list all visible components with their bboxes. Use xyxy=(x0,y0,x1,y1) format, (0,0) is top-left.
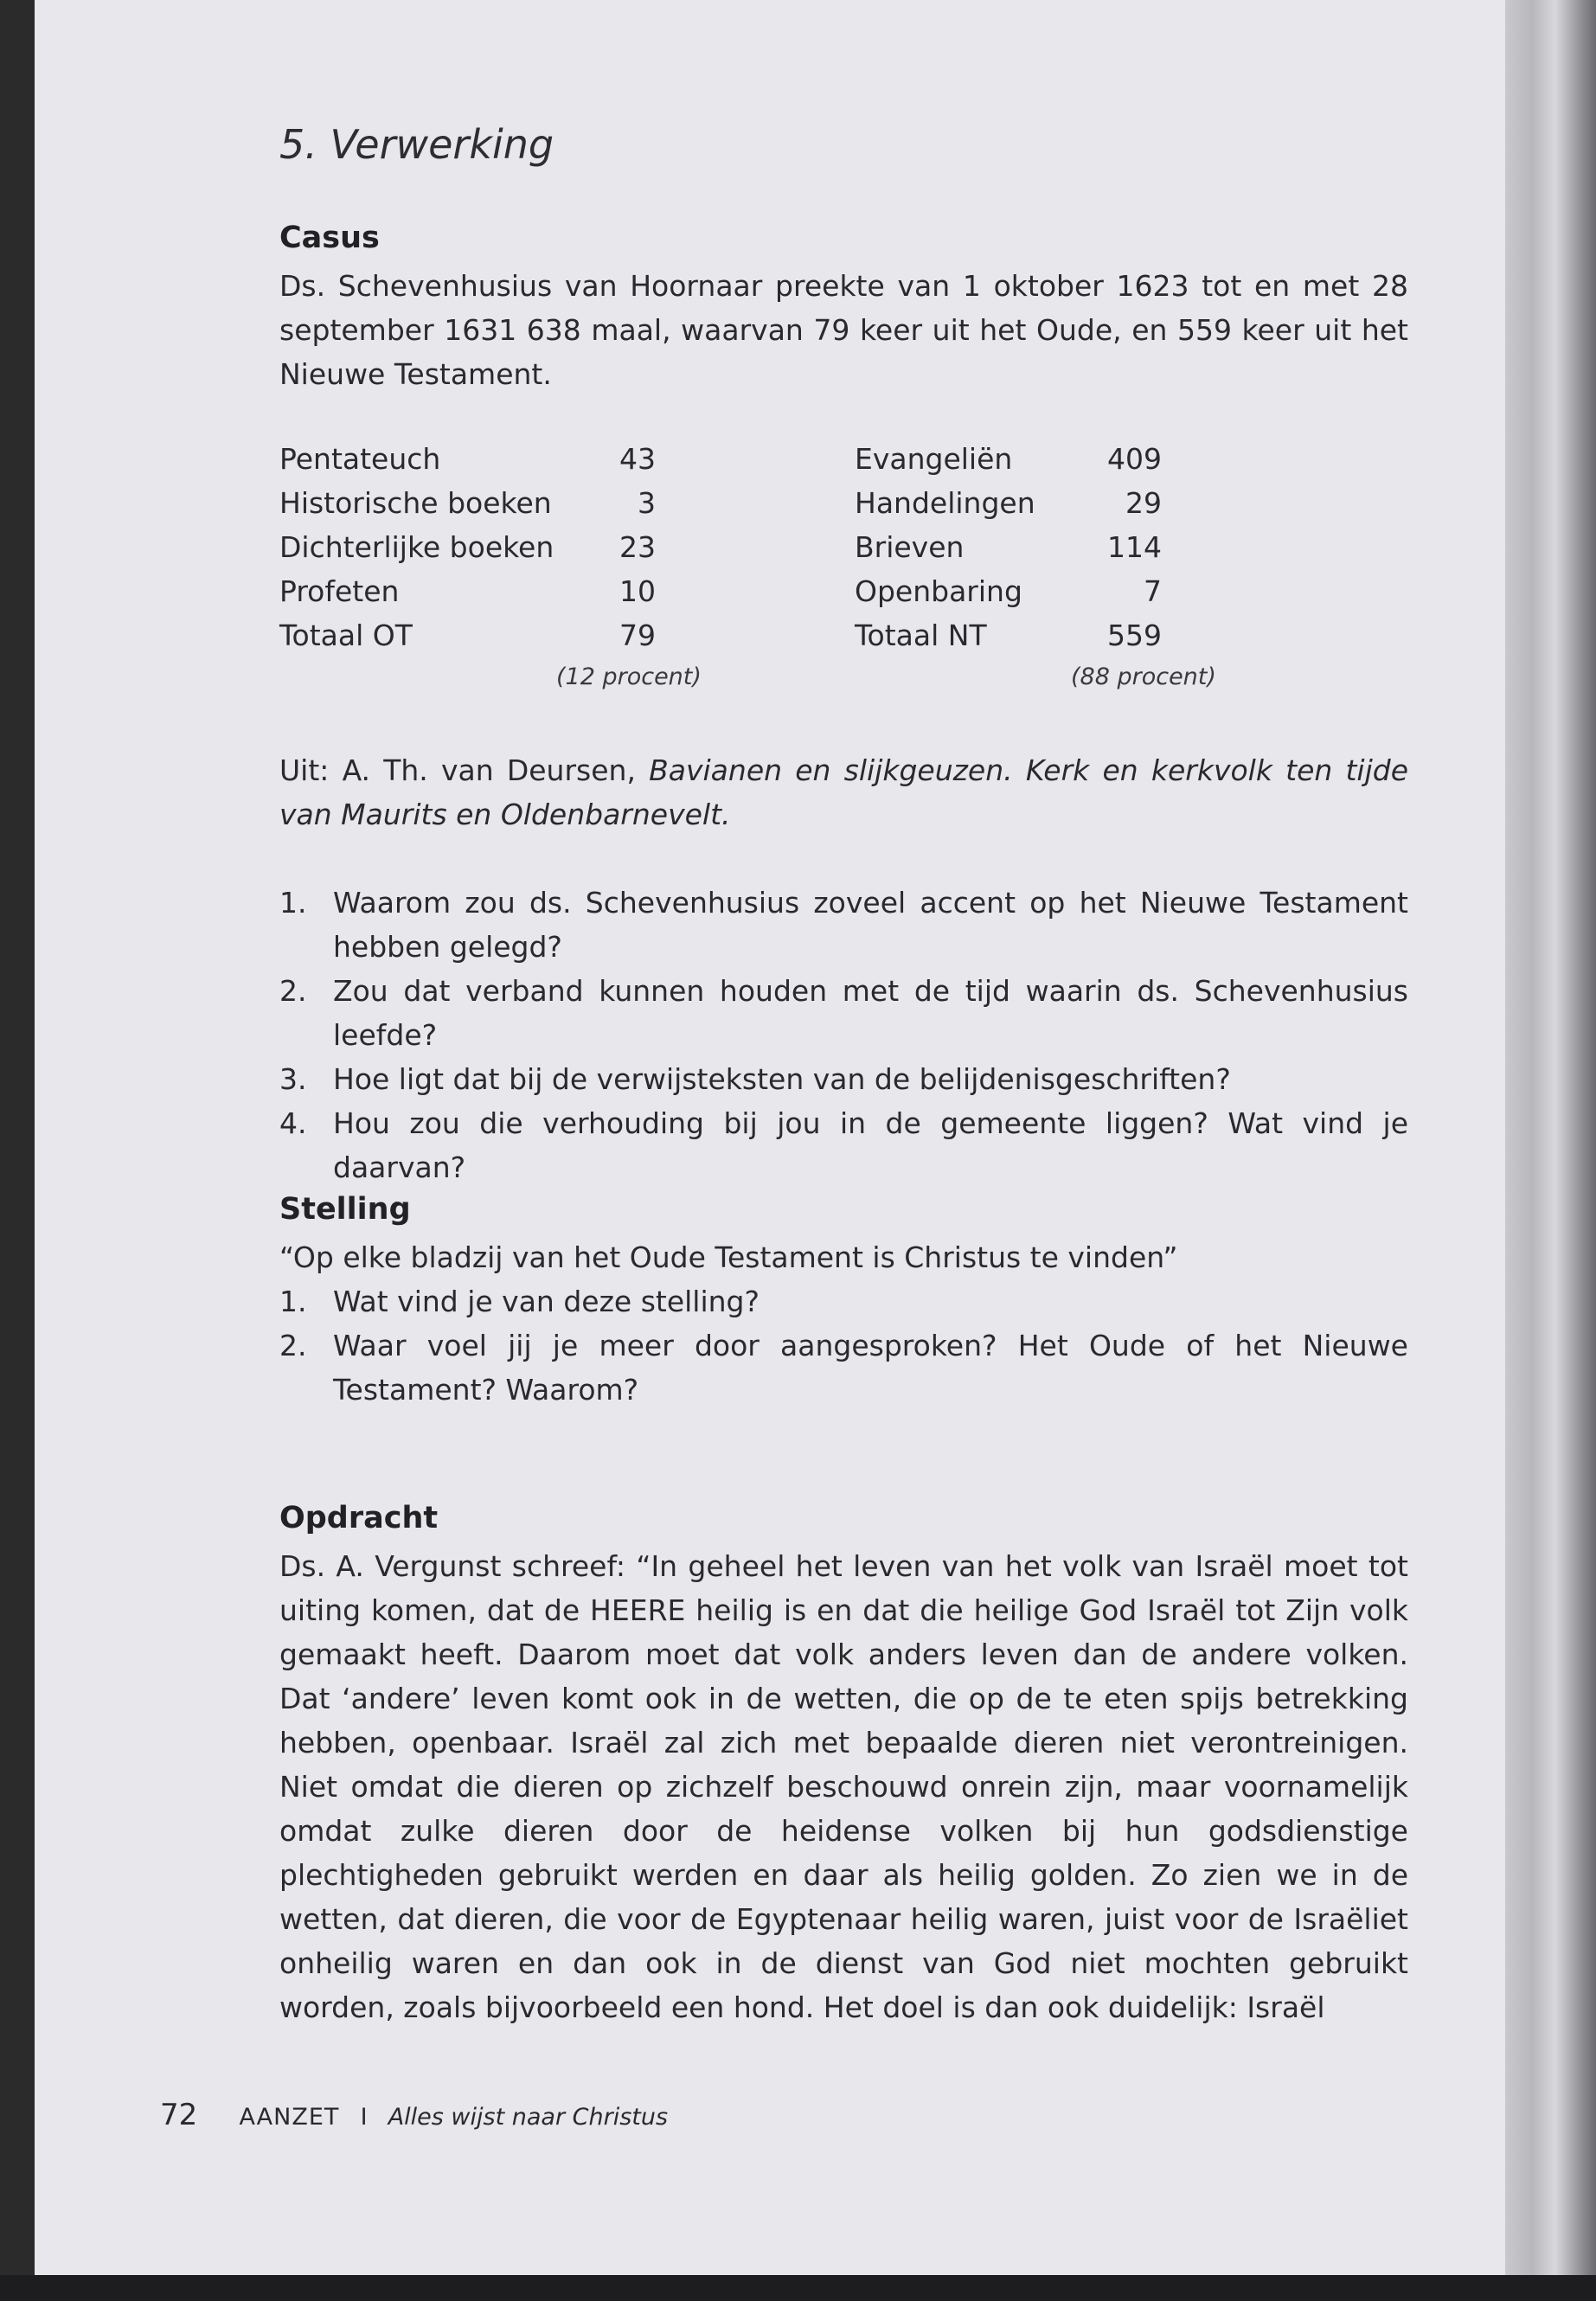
question-text: Waar voel jij je meer door aangesproken? Het Oude of het Nieuwe Testament? Waarom? xyxy=(333,1329,1408,1407)
stat-value: 114 xyxy=(1107,530,1162,564)
source-title: Bavianen en slijkgeuzen. Kerk en kerkvolk ten tijde van Maurits en Oldenbarnevelt. xyxy=(279,753,1408,831)
question-text: Hou zou die verhouding bij jou in de gemeente liggen? Wat vind je daarvan? xyxy=(333,1106,1408,1184)
stat-value: 29 xyxy=(1125,486,1162,520)
question-text: Waarom zou ds. Schevenhusius zoveel accent op het Nieuwe Testament hebben gelegd? xyxy=(333,886,1408,964)
stat-value: 559 xyxy=(1107,619,1162,652)
chapter-title: 5. Verwerking xyxy=(279,121,554,168)
casus-intro: Ds. Schevenhusius van Hoornaar preekte van 1 oktober 1623 tot en met 28 september 1631 638 maal, waarvan 79 keer uit het Oude, en 559 keer uit het Nieuwe Testament. xyxy=(279,269,1408,391)
stat-value: 7 xyxy=(1144,574,1162,608)
source-prefix: Uit: A. Th. van Deursen, xyxy=(279,753,650,787)
scan-bottom-edge xyxy=(0,2275,1596,2301)
list-number: 2. xyxy=(279,1329,307,1362)
list-number: 3. xyxy=(279,1062,307,1096)
list-item xyxy=(279,881,1408,969)
footer-separator: I xyxy=(360,2104,368,2131)
stat-value: 43 xyxy=(619,442,656,476)
stelling-questions xyxy=(279,1279,1408,1412)
stelling-heading: Stelling xyxy=(279,1192,411,1227)
nt-percent: (88 procent) xyxy=(1071,663,1216,690)
stat-label: Handelingen xyxy=(855,486,1035,520)
question-text: Wat vind je van deze stelling? xyxy=(333,1285,760,1318)
casus-source xyxy=(279,748,1408,836)
sermon-stats-table xyxy=(279,437,1231,696)
question-text: Zou dat verband kunnen houden met de tijd waarin ds. Schevenhusius leefde? xyxy=(333,974,1408,1052)
opdracht-text: Ds. A. Vergunst schreef: “In geheel het leven van het volk van Israël moet tot uiting komen, dat de HEERE heilig is en dat die heilige God Israël tot Zijn volk gemaakt heeft. Daarom moet dat volk anders leven dan de andere volken. Dat ‘andere’ leven komt ook in de wetten, die op de te eten spijs betrekking hebben, openbaar. Israël zal zich met bepaalde dieren niet verontreinigen. Niet omdat die dieren op zichzelf beschouwd onrein zijn, maar voornamelijk omdat zulke dieren door de heidense volken bij hun godsdienstige plechtigheden gebruikt werden en daar als heilig golden. Zo zien we in de wetten, dat dieren, die voor de Egyptenaar heilig waren, juist voor de Israëliet onheilig waren en dan ook in de dienst van God niet mochten gebruikt worden, zoals bijvoorbeeld een hond. Het doel is dan ook duidelijk: Israël xyxy=(279,1549,1408,2024)
stat-label: Brieven xyxy=(855,530,965,564)
stat-label: Totaal NT xyxy=(855,619,987,652)
list-number: 1. xyxy=(279,886,307,920)
stat-label: Historische boeken xyxy=(279,486,552,520)
page-footer xyxy=(160,2098,668,2132)
list-item xyxy=(279,1279,1408,1324)
list-number: 2. xyxy=(279,974,307,1008)
casus-questions xyxy=(279,881,1408,1189)
list-item xyxy=(279,1057,1408,1101)
page-number: 72 xyxy=(160,2098,198,2132)
stat-label: Evangeliën xyxy=(855,442,1013,476)
list-item xyxy=(279,1324,1408,1412)
ot-percent: (12 procent) xyxy=(556,663,702,690)
stat-value: 23 xyxy=(619,530,656,564)
list-number: 4. xyxy=(279,1106,307,1140)
book-gutter xyxy=(1505,0,1596,2301)
list-item xyxy=(279,1101,1408,1189)
opdracht-heading: Opdracht xyxy=(279,1501,439,1535)
stat-label: Profeten xyxy=(279,574,400,608)
stat-value: 3 xyxy=(638,486,656,520)
list-number: 1. xyxy=(279,1285,307,1318)
stat-label: Openbaring xyxy=(855,574,1022,608)
stat-value: 10 xyxy=(619,574,656,608)
series-name: AANZET xyxy=(239,2104,340,2131)
question-text: Hoe ligt dat bij de verwijsteksten van de belijdenisgeschriften? xyxy=(333,1062,1231,1096)
list-item xyxy=(279,969,1408,1057)
casus-heading: Casus xyxy=(279,221,380,255)
stat-value: 409 xyxy=(1107,442,1162,476)
book-title: Alles wijst naar Christus xyxy=(388,2104,669,2131)
stat-value: 79 xyxy=(619,619,656,652)
stat-label: Totaal OT xyxy=(279,619,413,652)
stat-label: Dichterlijke boeken xyxy=(279,530,554,564)
stelling-quote: “Op elke bladzij van het Oude Testament is Christus te vinden” xyxy=(279,1240,1178,1274)
stat-label: Pentateuch xyxy=(279,442,441,476)
